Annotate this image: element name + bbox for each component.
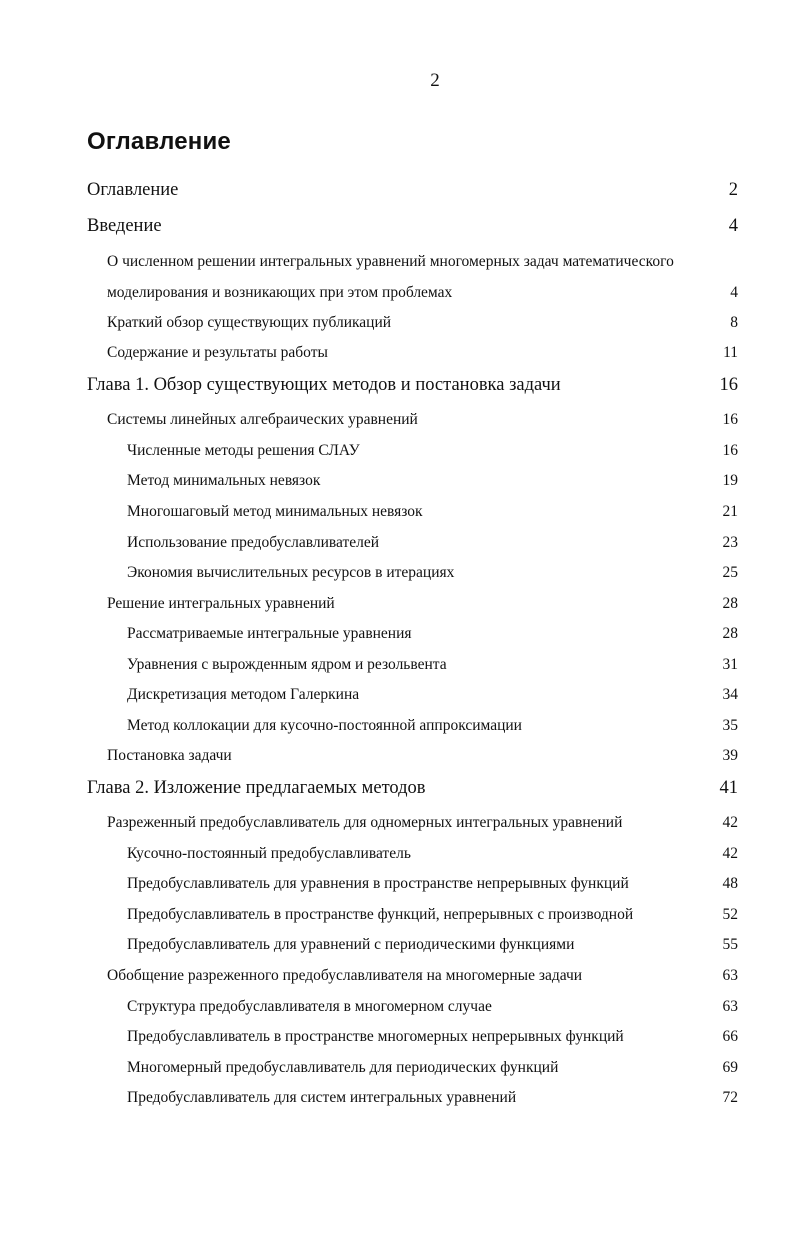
toc-entry-title: Решение интегральных уравнений — [107, 595, 335, 612]
toc-entry-page: 35 — [722, 717, 738, 734]
toc-entry-title: Использование предобуславливателей — [127, 534, 380, 551]
page-number: 2 — [430, 70, 440, 91]
toc-entry-title: Обобщение разреженного предобуславливателя на многомерные задачи — [107, 967, 583, 984]
toc-entry-title: Предобуславливатель для уравнения в пространстве непрерывных функций — [127, 875, 629, 892]
toc-entry-title: Системы линейных алгебраических уравнений — [107, 411, 418, 428]
toc-entry-title: Метод коллокации для кусочно-постоянной аппроксимации — [127, 717, 522, 734]
toc-entry-title: Предобуславливатель для уравнений с периодическими функциями — [127, 936, 575, 953]
toc-entry-page: 16 — [722, 442, 738, 459]
toc-entry-page: 16 — [719, 375, 738, 395]
toc-entry-page: 63 — [722, 998, 738, 1015]
toc-entry-page: 4 — [728, 216, 738, 236]
toc-entry-page: 72 — [722, 1089, 738, 1106]
toc-entry-title: Предобуславливатель для систем интегральных уравнений — [127, 1089, 517, 1106]
toc-entry-page: 2 — [728, 180, 738, 200]
toc-entry-title: Кусочно-постоянный предобуславливатель — [127, 845, 411, 862]
toc-entry-title: Рассматриваемые интегральные уравнения — [127, 625, 412, 642]
toc-entry-page: 19 — [722, 472, 738, 489]
toc-entry-page: 39 — [722, 747, 738, 764]
toc-entry-page: 11 — [723, 344, 738, 361]
page-title: Оглавление — [87, 128, 231, 155]
toc-entry-page: 31 — [722, 656, 738, 673]
toc-entry-page: 42 — [722, 845, 738, 862]
toc-entry-page: 16 — [722, 411, 738, 428]
toc-entry-title: Уравнения с вырожденным ядром и резольвента — [127, 656, 447, 673]
toc-entry-title: Многошаговый метод минимальных невязок — [127, 503, 423, 520]
toc-entry-title: Глава 2. Изложение предлагаемых методов — [87, 778, 426, 798]
toc-entry-page: 23 — [722, 534, 738, 551]
toc-entry-title: Предобуславливатель в пространстве многомерных непрерывных функций — [127, 1028, 624, 1045]
toc-entry-title: Экономия вычислительных ресурсов в итерациях — [127, 564, 455, 581]
toc-entry-page: 25 — [722, 564, 738, 581]
toc-entry-page: 42 — [722, 814, 738, 831]
toc-entry-title: Краткий обзор существующих публикаций — [107, 314, 392, 331]
toc-entry-title: Разреженный предобуславливатель для одномерных интегральных уравнений — [107, 814, 623, 831]
toc-entry-title: Глава 1. Обзор существующих методов и постановка задачи — [87, 375, 561, 395]
toc-entry-page: 48 — [722, 875, 738, 892]
toc-entry-page: 41 — [719, 778, 738, 798]
toc-entry-page: 21 — [722, 503, 738, 520]
toc-entry-title: Введение — [87, 216, 162, 236]
toc-entry-page: 69 — [722, 1059, 738, 1076]
toc-entry-page: 8 — [730, 314, 738, 331]
toc-entry-title-continuation: моделирования и возникающих при этом проблемах — [107, 284, 453, 301]
toc-entry-title: Метод минимальных невязок — [127, 472, 321, 489]
toc-entry-title: Многомерный предобуславливатель для периодических функций — [127, 1059, 559, 1076]
toc-entry-page: 28 — [722, 595, 738, 612]
toc-entry-title: Дискретизация методом Галеркина — [127, 686, 360, 703]
toc-entry-page: 63 — [722, 967, 738, 984]
toc-entry-title: Численные методы решения СЛАУ — [127, 442, 360, 459]
toc-entry-title: Предобуславливатель в пространстве функций, непрерывных с производной — [127, 906, 634, 923]
toc-entry-page: 55 — [722, 936, 738, 953]
toc-entry-page: 66 — [722, 1028, 738, 1045]
toc-entry-page: 4 — [730, 284, 738, 301]
toc-entry-title: Структура предобуславливателя в многомерном случае — [127, 998, 492, 1015]
toc-entry-page: 52 — [722, 906, 738, 923]
toc-entry-title: Содержание и результаты работы — [107, 344, 328, 361]
toc-entry-title: О численном решении интегральных уравнений многомерных задач математического — [107, 253, 674, 270]
toc-entry-title: Постановка задачи — [107, 747, 232, 764]
toc-entry-page: 28 — [722, 625, 738, 642]
toc-entry-page: 34 — [722, 686, 738, 703]
toc-entry-title: Оглавление — [87, 180, 179, 200]
